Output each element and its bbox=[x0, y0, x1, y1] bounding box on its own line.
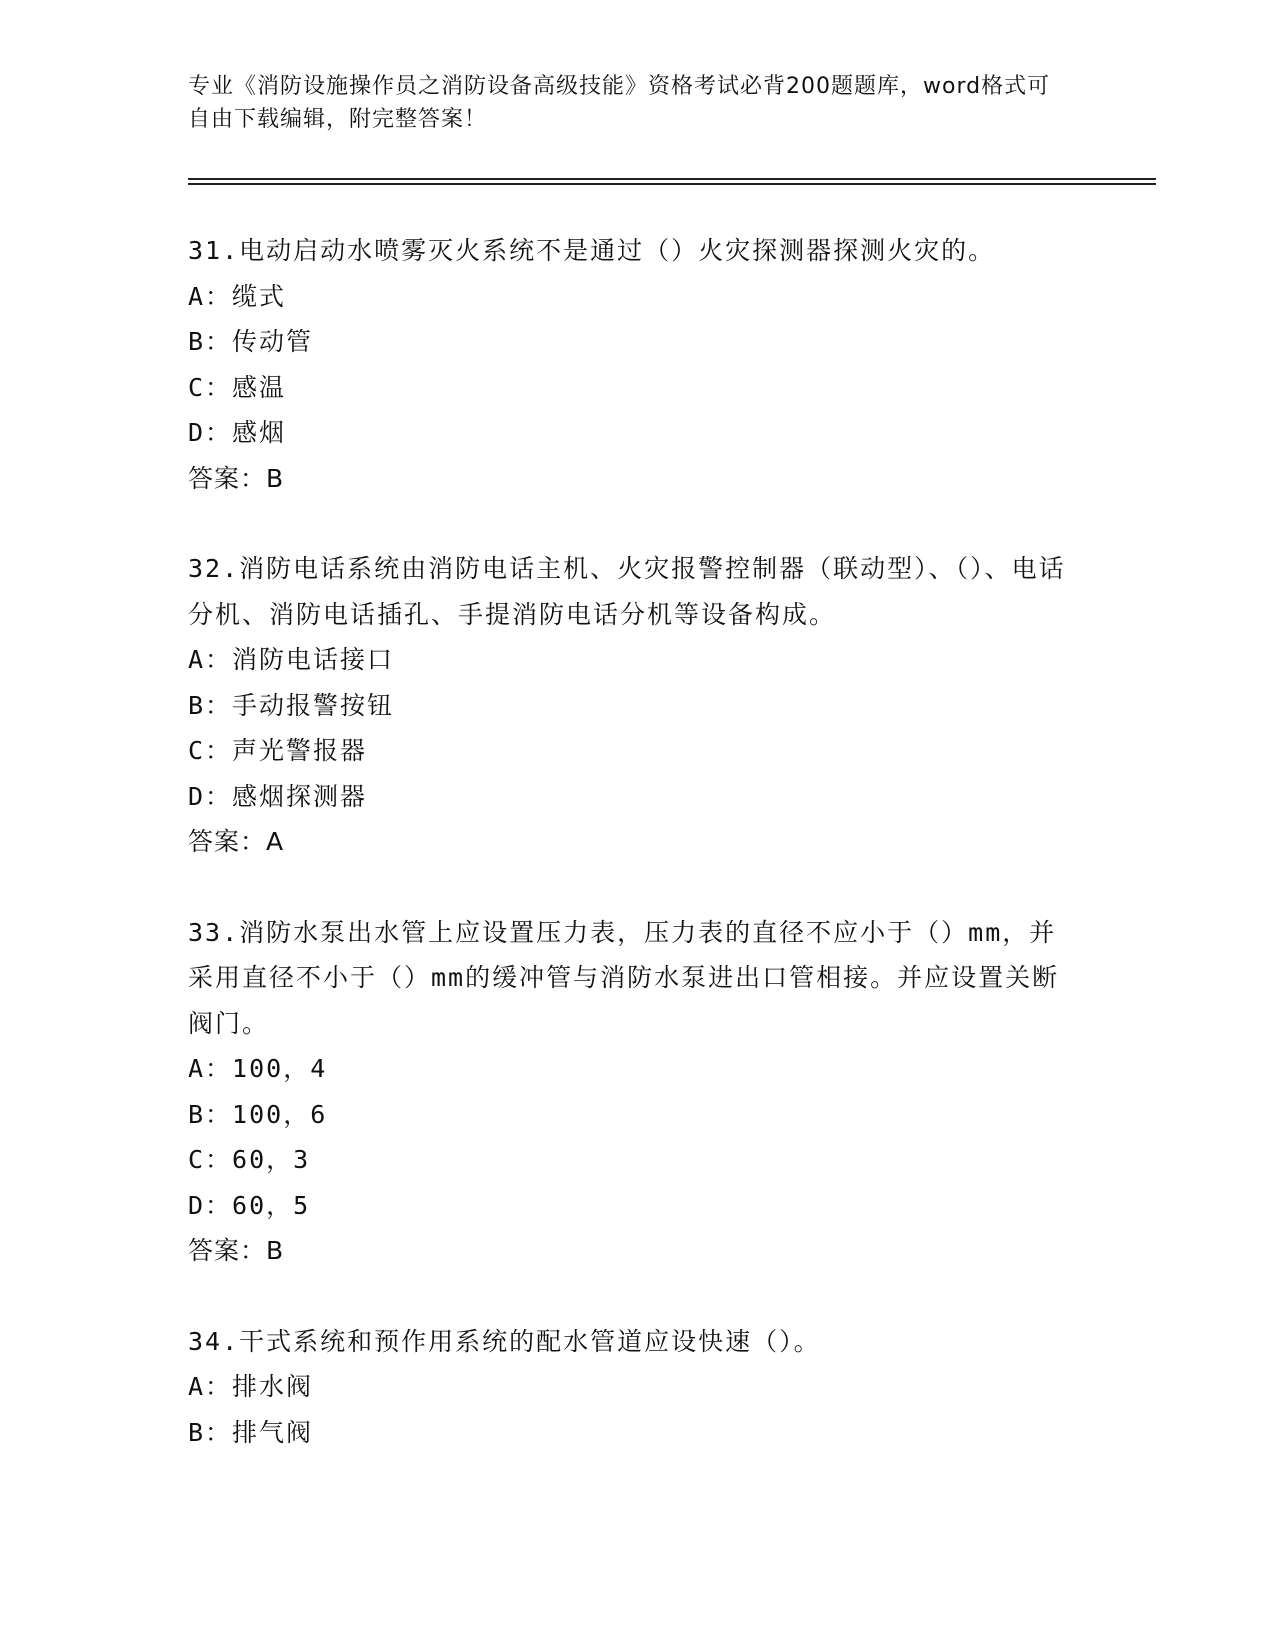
document-intro: 专业《消防设施操作员之消防设备高级技能》资格考试必背200题题库，word格式可自由下载编辑，附完整答案！ bbox=[188, 74, 1051, 132]
option-d: D：60，5 bbox=[188, 1190, 311, 1220]
answer-line: 答案：A bbox=[188, 827, 285, 856]
option-b: B：手动报警按钮 bbox=[188, 690, 395, 720]
question-text: 33.消防水泵出水管上应设置压力表，压力表的直径不应小于（）mm，并采用直径不小于（）mm的缓冲管与消防水泵进出口管相接。并应设置关断阀门。 bbox=[188, 917, 1060, 1038]
question-34 bbox=[188, 1319, 1068, 1456]
option-c: C：声光警报器 bbox=[188, 736, 368, 765]
question-text: 34.干式系统和预作用系统的配水管道应设快速（）。 bbox=[188, 1326, 821, 1356]
question-text: 31.电动启动水喷雾灭火系统不是通过（）火灾探测器探测火灾的。 bbox=[188, 236, 996, 265]
option-a: A：排水阀 bbox=[188, 1372, 314, 1401]
header-divider-bottom bbox=[188, 183, 1156, 185]
answer-line: 答案：B bbox=[188, 463, 285, 493]
option-a: A：消防电话接口 bbox=[188, 645, 395, 674]
option-a: A：100，4 bbox=[188, 1054, 328, 1083]
option-b: B：传动管 bbox=[188, 327, 314, 356]
question-33 bbox=[188, 910, 1068, 1274]
header-divider-top bbox=[188, 178, 1156, 180]
option-d: D：感烟 bbox=[188, 418, 287, 447]
option-d: D：感烟探测器 bbox=[188, 781, 368, 811]
question-text: 32.消防电话系统由消防电话主机、火灾报警控制器（联动型）、（）、电话分机、消防电话插孔、手提消防电话分机等设备构成。 bbox=[188, 554, 1066, 629]
question-32 bbox=[188, 546, 1068, 865]
answer-line: 答案：B bbox=[188, 1236, 285, 1265]
option-a: A：缆式 bbox=[188, 281, 287, 311]
option-c: C：感温 bbox=[188, 372, 287, 402]
option-c: C：60，3 bbox=[188, 1145, 311, 1174]
option-b: B：100，6 bbox=[188, 1099, 328, 1129]
question-list bbox=[188, 228, 1068, 1500]
question-31 bbox=[188, 228, 1068, 501]
option-b: B：排气阀 bbox=[188, 1417, 314, 1447]
